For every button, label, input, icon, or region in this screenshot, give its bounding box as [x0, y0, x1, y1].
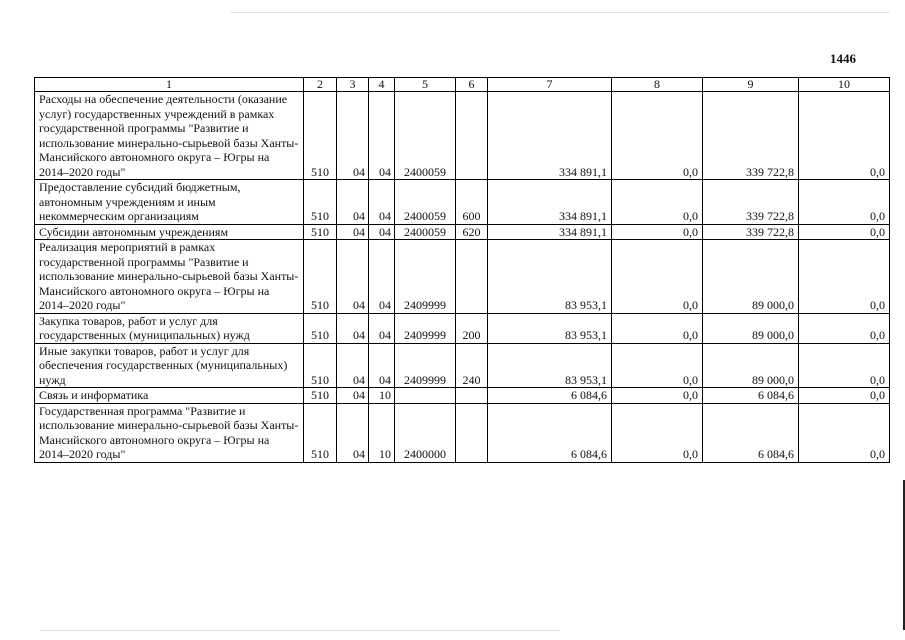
row-cell: 04 — [337, 388, 369, 404]
row-cell: 6 084,6 — [703, 403, 799, 462]
row-cell: 04 — [369, 240, 395, 314]
column-header: 3 — [337, 78, 369, 92]
row-cell — [456, 388, 488, 404]
row-cell: 2400000 — [395, 403, 456, 462]
table-row — [35, 240, 890, 314]
row-cell: 339 722,8 — [703, 180, 799, 225]
row-cell: 339 722,8 — [703, 224, 799, 240]
column-header: 8 — [612, 78, 703, 92]
row-cell: 339 722,8 — [703, 92, 799, 180]
column-header: 6 — [456, 78, 488, 92]
row-cell: 04 — [337, 180, 369, 225]
row-name-cell: Расходы на обеспечение деятельности (оказание услуг) государственных учреждений в рамках государственной программы "Развитие и использование минерально-сырьевой базы Ханты-Мансийского автономного округа – Югры на 2014–2020 годы" — [35, 92, 304, 180]
scan-artifact-bottom — [40, 630, 560, 631]
row-cell: 510 — [304, 403, 337, 462]
row-cell: 6 084,6 — [703, 388, 799, 404]
row-cell: 04 — [337, 403, 369, 462]
row-cell: 0,0 — [612, 388, 703, 404]
column-header: 4 — [369, 78, 395, 92]
row-cell: 0,0 — [799, 224, 890, 240]
row-cell: 0,0 — [799, 403, 890, 462]
row-cell: 510 — [304, 240, 337, 314]
row-cell: 510 — [304, 313, 337, 343]
row-cell: 04 — [369, 180, 395, 225]
row-cell: 510 — [304, 180, 337, 225]
row-cell: 0,0 — [799, 388, 890, 404]
row-cell: 04 — [369, 343, 395, 388]
row-cell: 83 953,1 — [488, 313, 612, 343]
row-cell: 04 — [369, 224, 395, 240]
row-cell: 2409999 — [395, 240, 456, 314]
row-cell: 510 — [304, 388, 337, 404]
row-cell: 2400059 — [395, 180, 456, 225]
row-cell: 83 953,1 — [488, 343, 612, 388]
row-cell: 510 — [304, 224, 337, 240]
row-cell: 04 — [369, 92, 395, 180]
table-row — [35, 224, 890, 240]
row-cell: 6 084,6 — [488, 388, 612, 404]
row-cell: 200 — [456, 313, 488, 343]
row-cell: 0,0 — [612, 240, 703, 314]
row-cell: 6 084,6 — [488, 403, 612, 462]
row-cell: 0,0 — [612, 92, 703, 180]
column-header: 9 — [703, 78, 799, 92]
table-row — [35, 180, 890, 225]
row-cell: 04 — [337, 224, 369, 240]
row-cell: 89 000,0 — [703, 240, 799, 314]
row-cell: 04 — [369, 313, 395, 343]
row-cell: 04 — [337, 343, 369, 388]
table-row — [35, 403, 890, 462]
row-cell: 240 — [456, 343, 488, 388]
row-cell: 620 — [456, 224, 488, 240]
column-header: 1 — [35, 78, 304, 92]
row-name-cell: Реализация мероприятий в рамках государственной программы "Развитие и использование минерально-сырьевой базы Ханты-Мансийского автономного округа – Югры на 2014–2020 годы" — [35, 240, 304, 314]
row-name-cell: Связь и информатика — [35, 388, 304, 404]
row-name-cell: Закупка товаров, работ и услуг для государственных (муниципальных) нужд — [35, 313, 304, 343]
row-cell: 0,0 — [612, 403, 703, 462]
row-cell: 04 — [337, 313, 369, 343]
row-name-cell: Предоставление субсидий бюджетным, автономным учреждениям и иным некоммерческим организациям — [35, 180, 304, 225]
row-cell: 0,0 — [799, 313, 890, 343]
column-header: 7 — [488, 78, 612, 92]
row-name-cell: Государственная программа "Развитие и использование минерально-сырьевой базы Ханты-Мансийского автономного округа – Югры на 2014–2020 годы" — [35, 403, 304, 462]
budget-table — [34, 77, 890, 463]
row-cell — [395, 388, 456, 404]
row-cell: 89 000,0 — [703, 313, 799, 343]
row-cell — [456, 92, 488, 180]
scan-artifact-top — [230, 12, 890, 13]
row-cell: 2400059 — [395, 92, 456, 180]
row-cell: 0,0 — [612, 313, 703, 343]
row-cell: 0,0 — [612, 180, 703, 225]
row-cell: 600 — [456, 180, 488, 225]
row-name-cell: Иные закупки товаров, работ и услуг для обеспечения государственных (муниципальных) нужд — [35, 343, 304, 388]
row-cell: 334 891,1 — [488, 224, 612, 240]
row-cell: 2400059 — [395, 224, 456, 240]
row-cell: 0,0 — [612, 343, 703, 388]
column-header: 2 — [304, 78, 337, 92]
row-cell: 0,0 — [799, 240, 890, 314]
table-header-row — [35, 78, 890, 92]
row-cell — [456, 240, 488, 314]
row-cell: 0,0 — [799, 180, 890, 225]
row-cell: 10 — [369, 403, 395, 462]
row-cell: 89 000,0 — [703, 343, 799, 388]
page-number: 1446 — [830, 51, 856, 66]
table-row — [35, 92, 890, 180]
row-cell — [456, 403, 488, 462]
column-header: 10 — [799, 78, 890, 92]
row-cell: 334 891,1 — [488, 180, 612, 225]
column-header: 5 — [395, 78, 456, 92]
row-cell: 0,0 — [799, 92, 890, 180]
row-cell: 2409999 — [395, 343, 456, 388]
row-cell: 10 — [369, 388, 395, 404]
row-cell: 04 — [337, 240, 369, 314]
table-row — [35, 388, 890, 404]
row-cell: 0,0 — [612, 224, 703, 240]
row-cell: 83 953,1 — [488, 240, 612, 314]
table-row — [35, 343, 890, 388]
row-cell: 04 — [337, 92, 369, 180]
row-cell: 510 — [304, 343, 337, 388]
row-cell: 0,0 — [799, 343, 890, 388]
row-cell: 510 — [304, 92, 337, 180]
row-name-cell: Субсидии автономным учреждениям — [35, 224, 304, 240]
row-cell: 2409999 — [395, 313, 456, 343]
table-row — [35, 313, 890, 343]
row-cell: 334 891,1 — [488, 92, 612, 180]
